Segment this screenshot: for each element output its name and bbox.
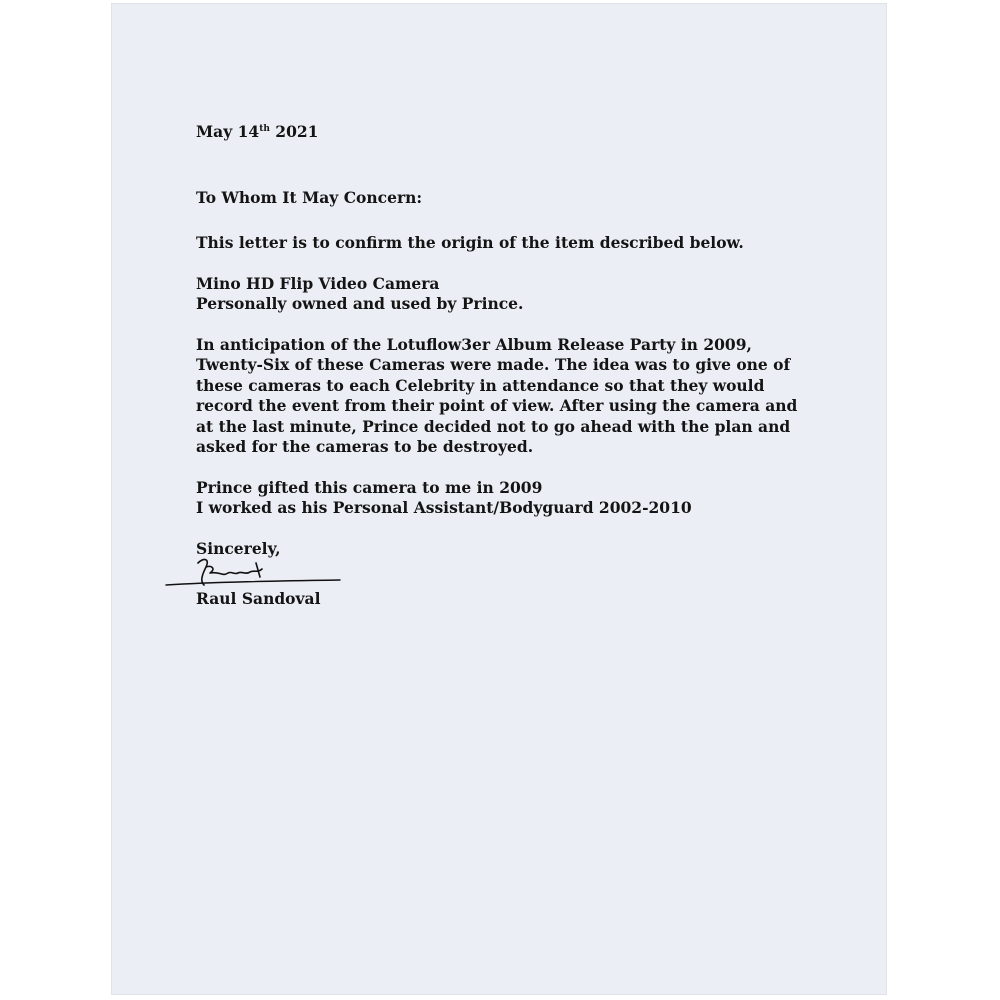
letter-body <box>196 122 836 610</box>
date-month-day: May 14 <box>196 122 260 141</box>
letter-date <box>196 122 836 143</box>
signature-graphic <box>164 555 354 591</box>
story-line: In anticipation of the Lotuflow3er Album Release Party in 2009, <box>196 334 752 354</box>
story-line: Twenty-Six of these Cameras were made. The idea was to give one of <box>196 355 791 374</box>
signer-name: Raul Sandoval <box>196 589 321 608</box>
handwritten-signature <box>164 559 354 589</box>
story-line: these cameras to each Celebrity in attendance so that they would <box>196 375 765 395</box>
role-line: I worked as his Personal Assistant/Bodyguard 2002-2010 <box>196 498 692 517</box>
purpose-statement: This letter is to confirm the origin of the item described below. <box>196 233 744 252</box>
story-paragraph <box>196 335 836 458</box>
closing: Sincerely, <box>196 538 281 558</box>
story-line: asked for the cameras to be destroyed. <box>196 437 534 456</box>
gift-paragraph <box>196 478 836 519</box>
date-year: 2021 <box>269 122 319 141</box>
letter-sheet <box>112 4 886 994</box>
story-line: record the event from their point of view. After using the camera and <box>196 396 798 415</box>
item-name: Mino HD Flip Video Camera <box>196 273 440 293</box>
item-description <box>196 274 836 315</box>
date-suffix: th <box>259 124 270 134</box>
gift-line: Prince gifted this camera to me in 2009 <box>196 477 543 497</box>
salutation: To Whom It May Concern: <box>196 187 423 207</box>
story-line: at the last minute, Prince decided not to go ahead with the plan and <box>196 416 791 436</box>
item-note: Personally owned and used by Prince. <box>196 294 524 313</box>
